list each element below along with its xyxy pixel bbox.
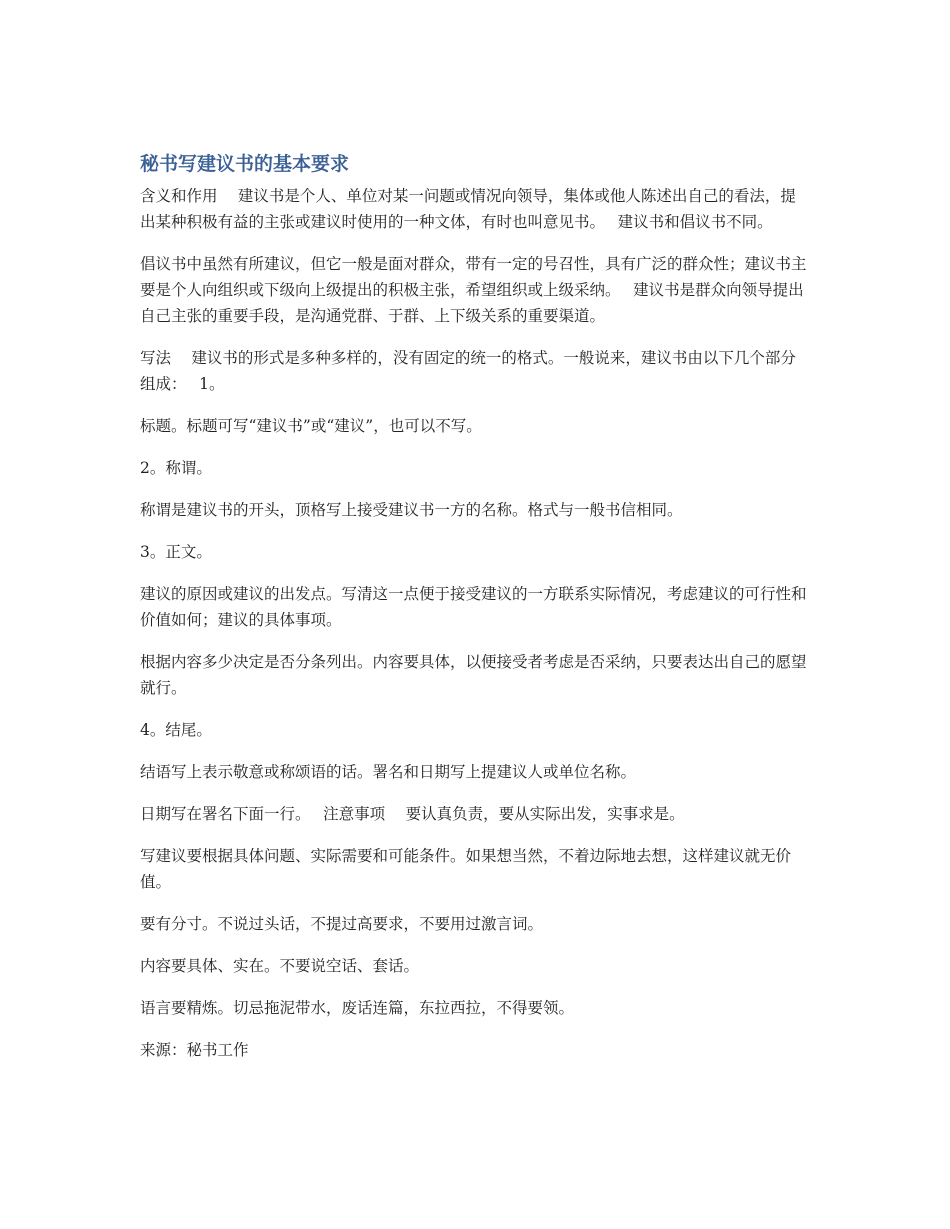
paragraph-measure: 要有分寸。不说过头话，不提过高要求，不要用过激言词。 (140, 915, 544, 933)
paragraph-concrete: 内容要具体、实在。不要说空话、套话。 (140, 957, 420, 975)
paragraph-format: 写法 建议书的形式是多种多样的，没有固定的统一的格式。一般说来，建议书由以下几个部分组成： 1。 (140, 349, 796, 393)
paragraph-item-4: 4。结尾。 (140, 721, 212, 739)
paragraph-concise: 语言要精炼。切忌拖泥带水，废话连篇，东拉西拉，不得要领。 (140, 999, 575, 1017)
paragraph-item-3: 3。正文。 (140, 543, 212, 561)
paragraph-definition: 含义和作用 建议书是个人、单位对某一问题或情况向领导，集体或他人陈述出自己的看法，提出某种积极有益的主张或建议时使用的一种文体，有时也叫意见书。 建议书和倡议书不同。 (140, 187, 796, 231)
paragraph-heading: 标题。标题可写“建议书”或“建议”，也可以不写。 (140, 417, 482, 435)
paragraph-difference: 倡议书中虽然有所建议，但它一般是面对群众，带有一定的号召性，具有广泛的群众性；建议书主要是个人向组织或下级向上级提出的积极主张，希望组织或上级采纳。 建议书是群众向领导提出自己主张的重要手段，是沟通党群、于群、上下级关系的重要渠道。 (140, 255, 807, 325)
paragraph-body-reason: 建议的原因或建议的出发点。写清这一点便于接受建议的一方联系实际情况，考虑建议的可行性和价值如何；建议的具体事项。 (140, 585, 807, 629)
paragraph-closing: 结语写上表示敬意或称颂语的话。署名和日期写上提建议人或单位名称。 (140, 763, 637, 781)
paragraph-source: 来源：秘书工作 (140, 1041, 249, 1059)
page-title: 秘书写建议书的基本要求 (140, 153, 350, 175)
document-page (140, 149, 810, 1079)
paragraph-date-notes: 日期写在署名下面一行。 注意事项 要认真负责，要从实际出发，实事求是。 (140, 805, 685, 823)
paragraph-practical: 写建议要根据具体问题、实际需要和可能条件。如果想当然，不着边际地去想，这样建议就无价值。 (140, 847, 792, 891)
paragraph-item-2: 2。称谓。 (140, 459, 212, 477)
paragraph-body-content: 根据内容多少决定是否分条列出。内容要具体，以便接受者考虑是否采纳，只要表达出自己的愿望就行。 (140, 653, 807, 697)
paragraph-salutation: 称谓是建议书的开头，顶格写上接受建议书一方的名称。格式与一般书信相同。 (140, 501, 683, 519)
